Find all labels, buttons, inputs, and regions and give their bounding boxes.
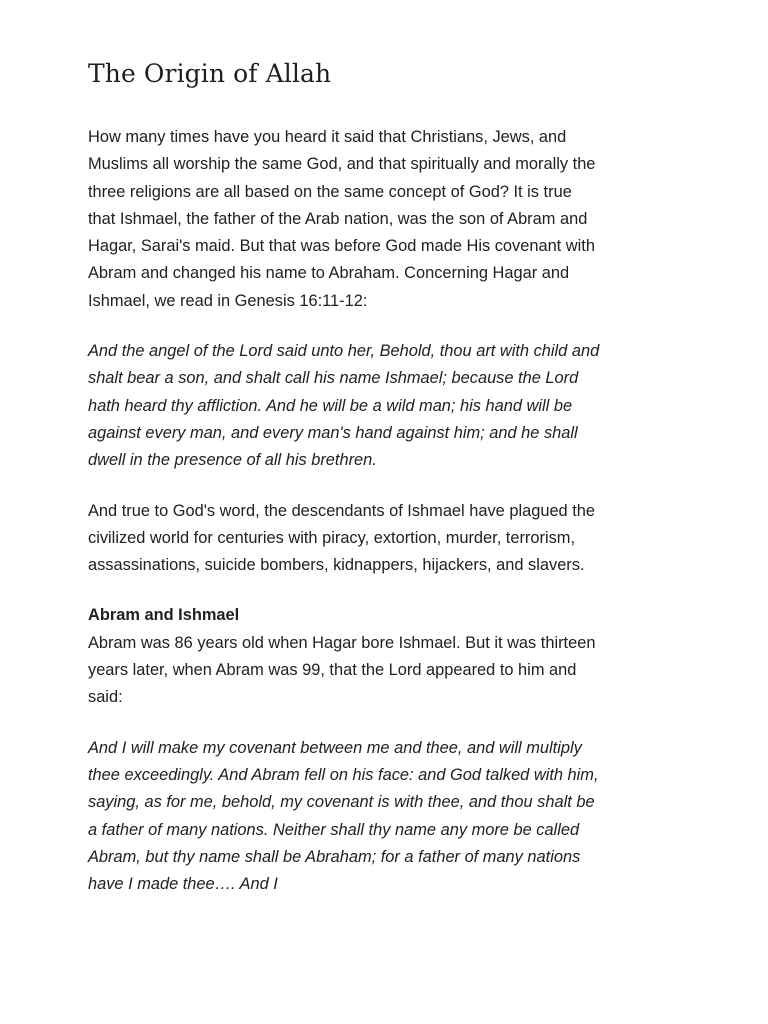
covenant-quote: And I will make my covenant between me and thee, and will multiply thee exceedingly. And Abram fell on his face: and God talked with him, saying, as for me, behold, my covenant is with thee, and thou shalt be a father of many nations. Neither shall thy name any more be called Abram, but thy name shall be Abraham; for a father of many nations have I made thee…. And I	[88, 738, 599, 894]
genesis-quote: And the angel of the Lord said unto her, Behold, thou art with child and shalt bear a son, and shalt call his name Ishmael; because the Lord hath heard thy affliction. And he will be a wild man; his hand will be against every man, and every man's hand against him; and he shall dwell in the presence of all his brethren.	[88, 342, 600, 470]
article-body	[88, 124, 600, 898]
descendants-paragraph: And true to God's word, the descendants of Ishmael have plagued the civilized world for centuries with piracy, extortion, murder, terrorism, assassinations, suicide bombers, kidnappers, hijackers, and slavers.	[88, 501, 596, 575]
abram-paragraph: Abram was 86 years old when Hagar bore Ishmael. But it was thirteen years later, when Abram was 99, that the Lord appeared to him and said:	[88, 633, 596, 707]
intro-paragraph: How many times have you heard it said that Christians, Jews, and Muslims all worship the same God, and that spiritually and morally the three religions are all based on the same concept of God? It is true that Ishmael, the father of the Arab nation, was the son of Abram and Hagar, Sarai's maid. But that was before God made His covenant with Abram and changed his name to Abraham. Concerning Hagar and Ishmael, we read in Genesis 16:11-12:	[88, 128, 596, 310]
article-title: The Origin of Allah	[88, 59, 332, 88]
section-heading: Abram and Ishmael	[88, 606, 240, 625]
